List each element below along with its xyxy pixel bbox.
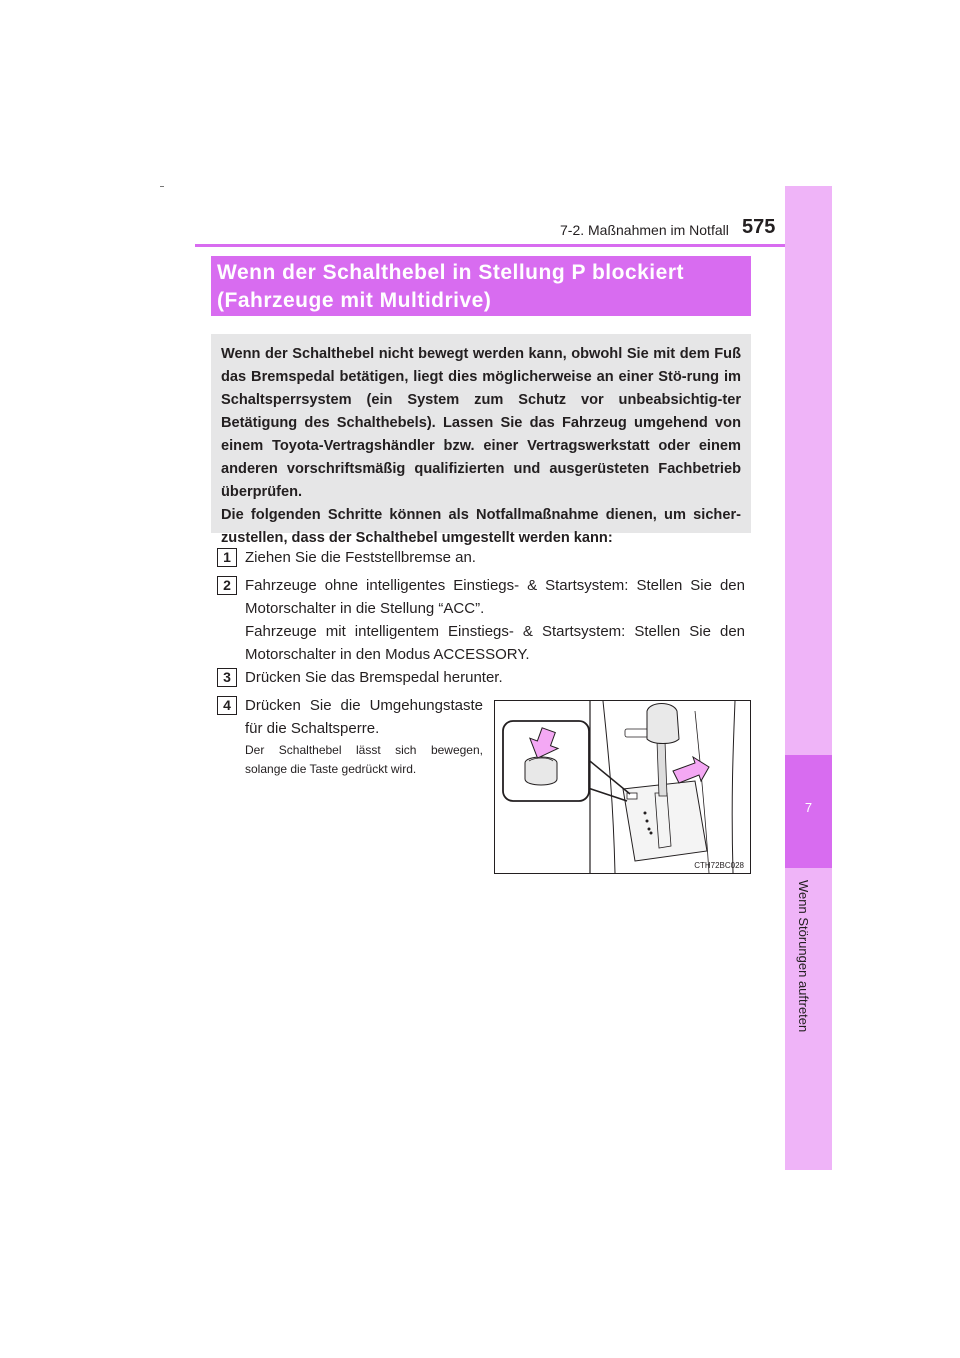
step-text-1: Ziehen Sie die Feststellbremse an. — [245, 549, 476, 566]
step-number-1: 1 — [217, 548, 237, 567]
step-text-4: Drücken Sie die Umgehungstaste für die Schaltsperre. — [245, 697, 483, 737]
intro-box — [211, 334, 751, 546]
section-title-line1: Wenn der Schalthebel in Stellung P blockiert — [217, 261, 684, 284]
step-4-note: Der Schalthebel lässt sich bewegen, solange die Taste gedrückt wird. — [245, 743, 483, 776]
step-number-3: 3 — [217, 668, 237, 687]
header-rule — [195, 244, 832, 247]
section-title-line2: (Fahrzeuge mit Multidrive) — [217, 289, 492, 312]
illustration-code: CTH72BC028 — [694, 861, 744, 870]
header-section-title: 7-2. Maßnahmen im Notfall — [560, 222, 729, 238]
chapter-number: 7 — [804, 800, 813, 815]
page-number: 575 — [742, 216, 776, 238]
step-text-3: Drücken Sie das Bremspedal herunter. — [245, 669, 503, 686]
intro-paragraph-2: Die folgenden Schritte können als Notfallmaßnahme dienen, um sicher-zustellen, dass der Schalthebel umgestellt werden kann: — [221, 507, 741, 546]
chapter-number-box — [785, 755, 832, 868]
crop-mark — [160, 186, 164, 187]
step-text-2b: Fahrzeuge mit intelligentem Einstiegs- & Startsystem: Stellen Sie den Motorschalter in den Modus ACCESSORY. — [245, 623, 745, 663]
step-number-4: 4 — [217, 696, 237, 715]
shift-lever-drawing — [495, 701, 750, 873]
intro-paragraph-1: Wenn der Schalthebel nicht bewegt werden kann, obwohl Sie mit dem Fuß das Bremspedal betätigen, liegt dies möglicherweise an einer Stö-rung im Schaltsperrsystem (ein System zum Schutz vor unbeabsichtig-ter Betätigung des Schalthebels). Lassen Sie das Fahrzeug umgehend von einem Toyota-Vertragshändler bzw. einer Vertragswerkstatt oder einem anderen vorschriftsmäßig qualifizierten und ausgerüsteten Fachbetrieb überprüfen. — [221, 346, 741, 500]
shift-lock-illustration — [494, 700, 751, 874]
step-number-2: 2 — [217, 576, 237, 595]
section-title-box — [211, 256, 751, 316]
step-text-2: Fahrzeuge ohne intelligentes Einstiegs- & Startsystem: Stellen Sie den Motorschalter in die Stellung “ACC”. — [245, 577, 745, 617]
chapter-title-vertical: Wenn Störungen auftreten — [796, 880, 811, 1033]
